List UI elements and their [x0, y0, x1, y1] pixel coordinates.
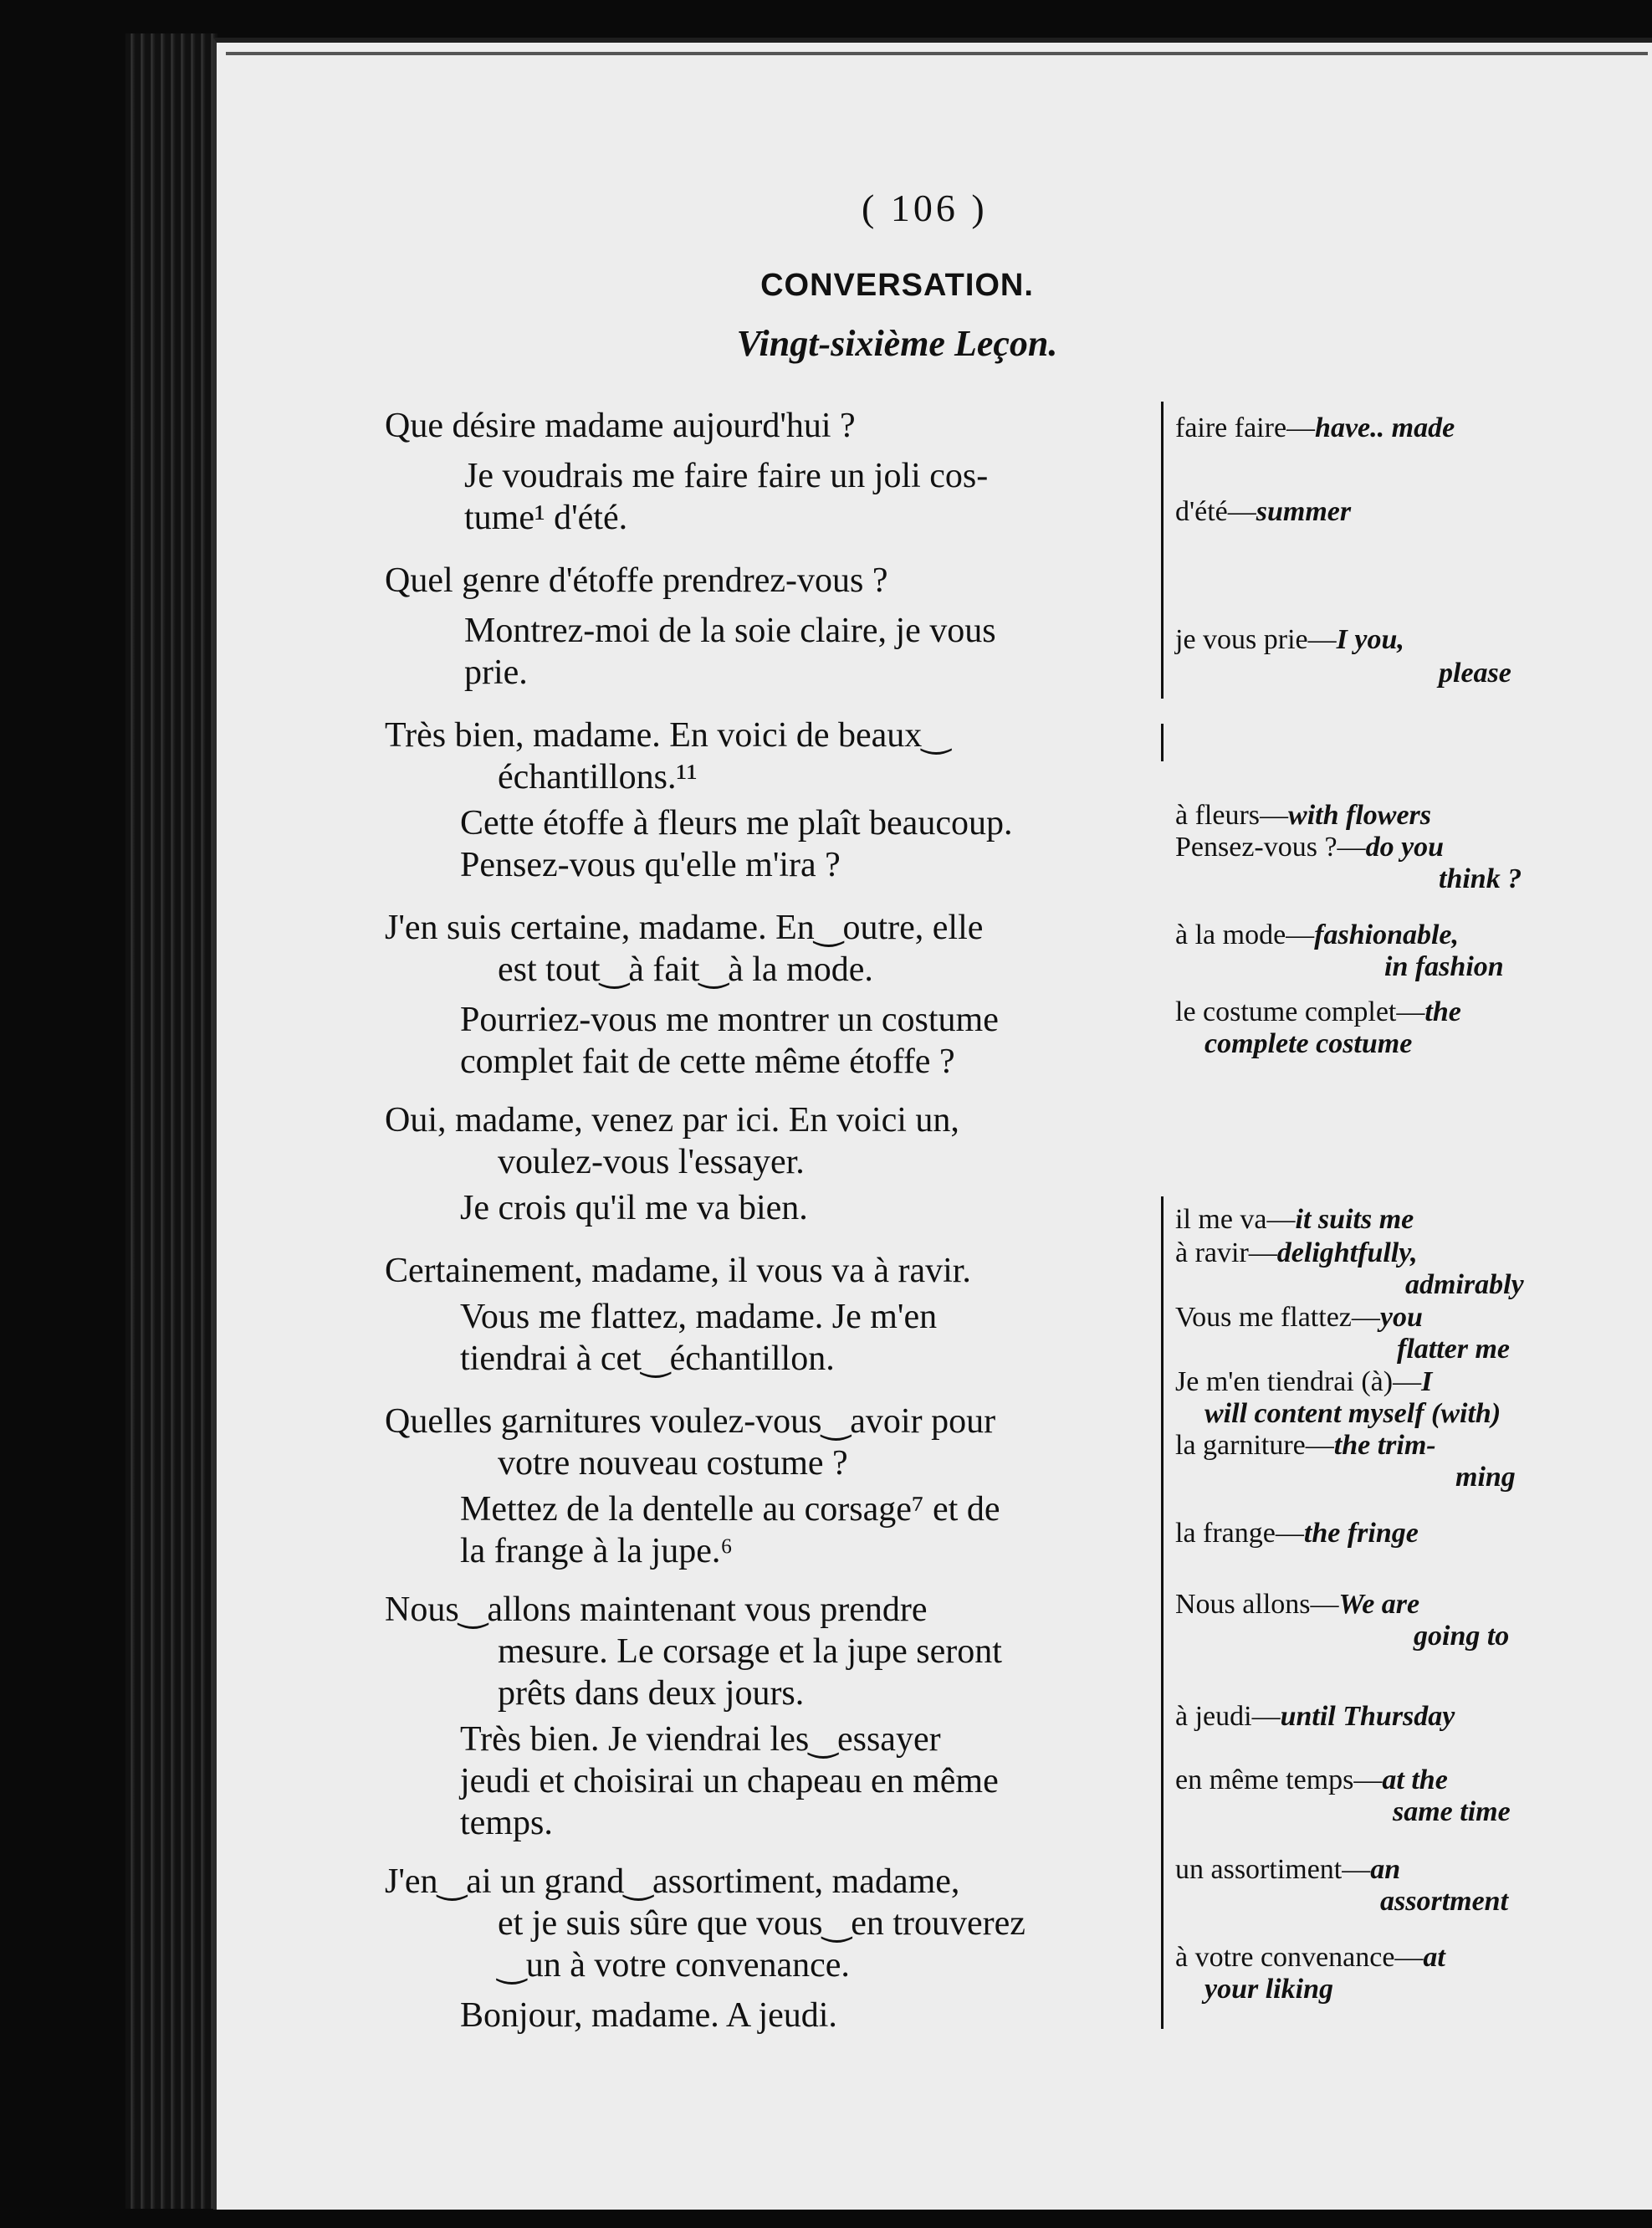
gloss-entry: Vous me flattez—you — [1175, 1302, 1423, 1333]
gloss-entry: en même temps—at the — [1175, 1764, 1448, 1795]
conversation-line: et je suis sûre que vous‿en trouverez — [498, 1904, 1025, 1943]
gloss-entry: think ? — [1439, 863, 1522, 894]
gloss-entry: in fashion — [1384, 951, 1504, 982]
gloss-entry: à ravir—delightfully, — [1175, 1237, 1418, 1268]
page-top-border — [226, 52, 1648, 55]
conversation-line: J'en‿ai un grand‿assortiment, madame, — [385, 1862, 960, 1901]
conversation-line: Je voudrais me faire faire un joli cos- — [464, 457, 989, 495]
conversation-line: Je crois qu'il me va bien. — [460, 1189, 808, 1227]
conversation-line: Que désire madame aujourd'hui ? — [385, 407, 856, 445]
gloss-entry: ming — [1455, 1462, 1516, 1493]
conversation-line: ‿un à votre convenance. — [498, 1946, 850, 1985]
lesson-subtitle: Vingt-sixième Leçon. — [736, 323, 1058, 364]
conversation-line: Pensez-vous qu'elle m'ira ? — [460, 846, 841, 884]
gloss-entry: d'été—summer — [1175, 496, 1352, 527]
conversation-line: Mettez de la dentelle au corsage⁷ et de — [460, 1490, 1000, 1529]
conversation-line: Certainement, madame, il vous va à ravir. — [385, 1252, 971, 1290]
column-divider — [1161, 1196, 1164, 2029]
conversation-line: Nous‿allons maintenant vous prendre — [385, 1590, 928, 1629]
conversation-line: Oui, madame, venez par ici. En voici un, — [385, 1101, 959, 1140]
gloss-entry: la frange—the fringe — [1175, 1518, 1419, 1549]
conversation-line: mesure. Le corsage et la jupe seront — [498, 1632, 1002, 1671]
conversation-line: jeudi et choisirai un chapeau en même — [460, 1762, 999, 1800]
page-title: CONVERSATION. — [760, 268, 1034, 303]
gloss-entry: assortment — [1380, 1886, 1509, 1917]
conversation-line: Cette étoffe à fleurs me plaît beaucoup. — [460, 804, 1013, 843]
gloss-entry: à votre convenance—at — [1175, 1942, 1445, 1973]
conversation-line: tiendrai à cet‿échantillon. — [460, 1339, 835, 1378]
conversation-line: voulez-vous l'essayer. — [498, 1143, 805, 1181]
gloss-entry: le costume complet—the — [1175, 996, 1461, 1027]
page-number: ( 106 ) — [862, 187, 988, 229]
conversation-line: Pourriez-vous me montrer un costume — [460, 1001, 999, 1039]
gloss-entry: Je m'en tiendrai (à)—I — [1175, 1366, 1433, 1397]
gloss-entry: Nous allons—We are — [1175, 1589, 1420, 1620]
gloss-entry: admirably — [1405, 1269, 1524, 1300]
conversation-line: tume¹ d'été. — [464, 499, 628, 537]
gloss-entry: un assortiment—an — [1175, 1854, 1401, 1885]
conversation-line: temps. — [460, 1804, 553, 1842]
conversation-line: échantillons.¹¹ — [498, 758, 698, 796]
conversation-line: Très bien, madame. En voici de beaux‿ — [385, 716, 951, 755]
gloss-entry: la garniture—the trim- — [1175, 1430, 1436, 1461]
conversation-line: la frange à la jupe.⁶ — [460, 1532, 733, 1570]
conversation-line: prêts dans deux jours. — [498, 1674, 805, 1713]
gloss-entry: Pensez-vous ?—do you — [1175, 832, 1445, 863]
gloss-entry: your liking — [1204, 1974, 1333, 2005]
gloss-entry: please — [1439, 658, 1511, 689]
gloss-entry: flatter me — [1397, 1334, 1511, 1365]
conversation-line: complet fait de cette même étoffe ? — [460, 1042, 955, 1081]
gloss-entry: à jeudi—until Thursday — [1175, 1701, 1455, 1732]
gloss-entry: à la mode—fashionable, — [1175, 919, 1460, 950]
conversation-line: prie. — [464, 653, 528, 692]
conversation-line: Bonjour, madame. A jeudi. — [460, 1996, 837, 2035]
gloss-entry: je vous prie—I you, — [1175, 624, 1404, 655]
gloss-entry: à fleurs—with flowers — [1175, 800, 1431, 831]
gloss-entry: going to — [1414, 1621, 1510, 1652]
conversation-line: Vous me flattez, madame. Je m'en — [460, 1298, 938, 1336]
conversation-line: Quelles garnitures voulez-vous‿avoir pour — [385, 1402, 996, 1441]
conversation-line: J'en suis certaine, madame. En‿outre, elle — [385, 909, 984, 947]
column-divider — [1161, 402, 1164, 699]
conversation-line: est tout‿à fait‿à la mode. — [498, 950, 873, 989]
gloss-entry: faire faire—have.. made — [1175, 412, 1455, 443]
conversation-line: Très bien. Je viendrai les‿essayer — [460, 1720, 941, 1759]
gloss-entry: same time — [1393, 1796, 1511, 1827]
conversation-line: Montrez-moi de la soie claire, je vous — [464, 612, 996, 650]
gloss-entry: complete costume — [1204, 1028, 1413, 1059]
conversation-line: votre nouveau costume ? — [498, 1444, 848, 1483]
column-divider — [1161, 724, 1164, 761]
gloss-entry: will content myself (with) — [1204, 1398, 1501, 1429]
conversation-line: Quel genre d'étoffe prendrez-vous ? — [385, 561, 888, 600]
gloss-entry: il me va—it suits me — [1175, 1204, 1414, 1235]
